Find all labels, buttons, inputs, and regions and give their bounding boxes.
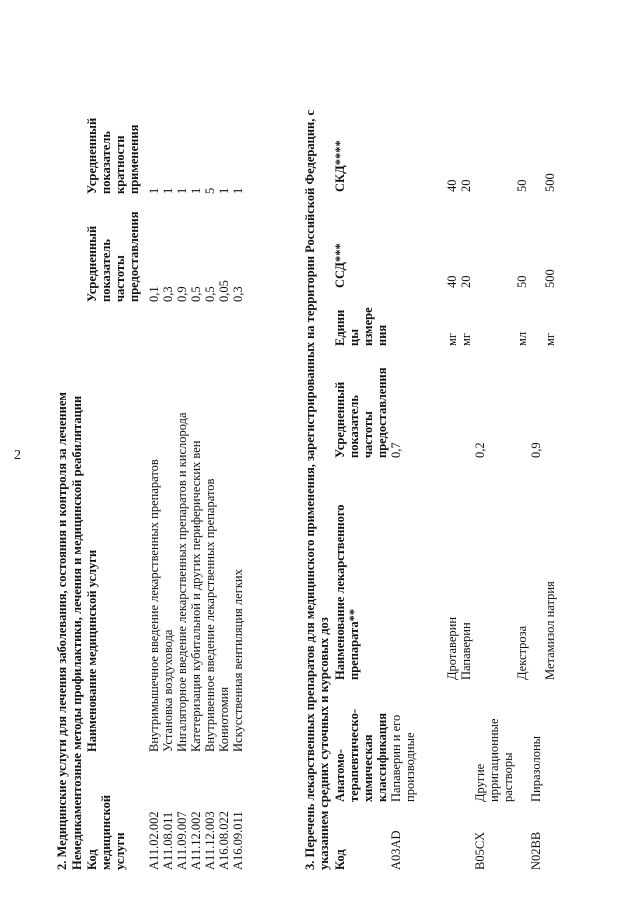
header-code (85, 752, 141, 870)
atc-text: производные (403, 732, 417, 802)
cell-frequency: 0,9 (175, 286, 189, 302)
rotated-page-content (55, 40, 595, 870)
cell-frequency: 0,3 (231, 286, 245, 302)
header-text: частоты (113, 255, 127, 302)
header-atc (333, 680, 389, 802)
cell-frequency: 0,05 (217, 280, 231, 302)
cell-name: Катетеризация кубитальной и других периферических вен (189, 440, 203, 752)
cell-frequency: 0,2 (473, 442, 487, 458)
header-text: Наименование лекарственного (333, 504, 347, 680)
table-row (543, 112, 557, 870)
cell-code: A11.08.011 (161, 811, 175, 870)
cell-frequency: 0,3 (161, 286, 175, 302)
table-header-row (333, 112, 389, 870)
cell-ssd: 40 (445, 275, 459, 288)
drugs-table (333, 112, 557, 870)
cell-code: B05CX (473, 831, 487, 870)
header-text: Код (85, 849, 99, 870)
cell-code: A16.09.011 (231, 811, 245, 870)
header-text: Усредненный (333, 381, 347, 458)
header-text: классификация (375, 712, 389, 802)
cell-multiplicity: 1 (217, 187, 231, 194)
cell-code: A11.12.002 (189, 811, 203, 870)
header-frequency (333, 346, 389, 458)
table-row (175, 84, 189, 870)
cell-unit: мл (515, 331, 529, 346)
atc-text: Пиразолоны (529, 735, 543, 802)
header-text: предоставления (127, 211, 141, 302)
cell-unit: мг (445, 332, 459, 346)
cell-multiplicity: 1 (189, 187, 203, 194)
cell-atc (473, 680, 515, 802)
header-multiplicity (85, 84, 141, 194)
table-row (389, 112, 417, 870)
header-ssd (333, 192, 389, 288)
cell-drug-name: Метамизол натрия (543, 581, 557, 680)
cell-multiplicity: 1 (175, 187, 189, 194)
header-text: услуги (113, 832, 127, 870)
cell-ssd: 20 (459, 275, 473, 288)
cell-skd: 20 (459, 179, 473, 192)
cell-frequency: 0,5 (203, 286, 217, 302)
cell-code: N02BB (529, 831, 543, 870)
header-text: терапевтическо- (347, 708, 361, 802)
header-text: Усредненный (85, 225, 99, 302)
header-frequency (85, 194, 141, 302)
header-text: Анатомо- (333, 749, 347, 802)
section-2-subtitle: Немедикаментозные методы профилактики, лечения и медицинской реабилитации (70, 395, 84, 870)
header-text: Усредненный (85, 117, 99, 194)
cell-name: Ингаляторное введение лекарственных препаратов и кислорода (175, 412, 189, 752)
atc-text: Другие (473, 763, 487, 802)
cell-multiplicity: 1 (147, 187, 161, 194)
page-number: 2 (14, 448, 21, 463)
cell-name: Искусственная вентиляция легких (231, 569, 245, 752)
header-text: медицинской (99, 794, 113, 870)
header-text: Едини (333, 309, 347, 346)
table-row (203, 84, 217, 870)
section-3-title: 3. Перечень лекарственных препаратов для медицинского применения, зарегистрированных на территории Российской Федерации, с указанием средних суточных и курсовых доз (303, 109, 331, 870)
cell-unit: мг (459, 332, 473, 346)
header-text: показатель (99, 131, 113, 194)
header-skd (333, 112, 389, 192)
header-unit (333, 288, 389, 346)
header-text: кратности (113, 135, 127, 194)
cell-drug-name: Декстроза (515, 625, 529, 680)
cell-ssd: 500 (543, 269, 557, 288)
cell-frequency: 0,5 (189, 286, 203, 302)
table-row (147, 84, 161, 870)
cell-skd: 500 (543, 173, 557, 192)
cell-ssd: 50 (515, 275, 529, 288)
table-row (217, 84, 231, 870)
cell-name: Установка воздуховода (161, 629, 175, 752)
header-text: препарата** (347, 608, 361, 680)
cell-frequency: 0,1 (147, 286, 161, 302)
header-text: измере (361, 307, 375, 346)
cell-code: A11.09.007 (175, 811, 189, 870)
cell-atc (529, 680, 543, 802)
header-text: показатель (347, 395, 361, 458)
cell-unit: мг (543, 332, 557, 346)
cell-frequency: 0,9 (529, 442, 543, 458)
cell-multiplicity: 1 (231, 187, 245, 194)
table-row (529, 112, 543, 870)
atc-text: Папаверин и его (389, 714, 403, 802)
cell-drug-name: Папаверин (459, 622, 473, 680)
header-text: химическая (361, 734, 375, 802)
header-text: показатель (99, 239, 113, 302)
cell-name: Кониотомия (217, 686, 231, 752)
header-text: применения (127, 124, 141, 194)
atc-text: ирригационные (487, 718, 501, 802)
table-header-row (85, 84, 141, 870)
header-text: ния (375, 324, 389, 346)
header-drug-name (333, 458, 389, 680)
header-text: цы (347, 329, 361, 346)
table-row (445, 112, 459, 870)
header-text: Наименование медицинской услуги (85, 549, 99, 752)
header-name (85, 302, 141, 752)
header-code (333, 802, 389, 870)
cell-code: A16.08.022 (217, 810, 231, 870)
cell-multiplicity: 5 (203, 187, 217, 194)
cell-name: Внутримышечное введение лекарственных препаратов (147, 459, 161, 752)
cell-code: A11.12.003 (203, 811, 217, 870)
table-row (515, 112, 529, 870)
header-text: частоты (361, 411, 375, 458)
table-row (161, 84, 175, 870)
cell-code: A03AD (389, 830, 403, 870)
cell-skd: 50 (515, 179, 529, 192)
table-row (459, 112, 473, 870)
cell-multiplicity: 1 (161, 187, 175, 194)
cell-drug-name: Дротаверин (445, 616, 459, 680)
header-text: ССД*** (333, 243, 347, 288)
table-row (231, 84, 245, 870)
cell-frequency: 0,7 (389, 442, 403, 458)
cell-code: A11.02.002 (147, 811, 161, 870)
cell-name: Внутривенное введение лекарственных препаратов (203, 478, 217, 752)
table-row (189, 84, 203, 870)
header-text: СКД**** (333, 140, 347, 192)
section-2-title: 2. Медицинские услуги для лечения заболевания, состояния и контроля за лечением (55, 392, 69, 870)
medical-services-table (85, 84, 245, 870)
header-text: Код (333, 849, 347, 870)
table-row (473, 112, 515, 870)
atc-text: растворы (501, 752, 515, 802)
cell-atc (389, 680, 417, 802)
cell-skd: 40 (445, 179, 459, 192)
header-text: предоставления (375, 367, 389, 458)
